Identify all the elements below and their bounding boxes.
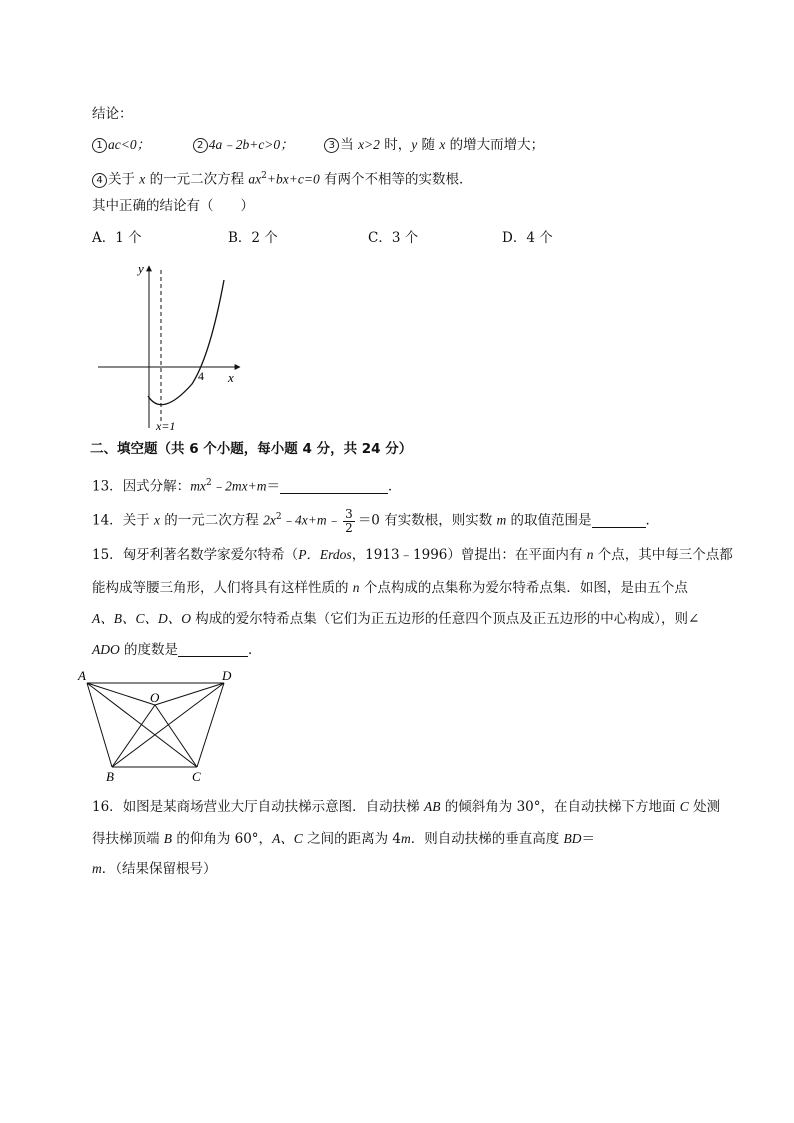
question-16-line-3	[92, 860, 217, 878]
x-axis-label: x	[228, 370, 234, 385]
y-axis-label: y	[138, 261, 144, 276]
q16-b: B	[163, 831, 173, 846]
conclusions-line-1	[92, 136, 544, 154]
conclusion-4-text-b: 的一元二次方程	[145, 171, 249, 188]
conclusions-heading: 结论：	[92, 106, 133, 122]
q13-equals: ＝	[266, 478, 281, 495]
q16-l2-text-c: 之间的距离为 4	[302, 831, 401, 847]
axis-of-symmetry-label: x=1	[156, 419, 176, 433]
pentagon-figure	[74, 666, 244, 786]
option-d[interactable]: D．4 个	[502, 230, 553, 246]
q15-name: P．Erdos	[298, 547, 352, 562]
q14-fraction-denominator: 2	[345, 520, 353, 535]
point-c-label: C	[192, 769, 201, 784]
question-15-line-2	[92, 579, 688, 597]
q15-l1-text-b: ，1913﹣1996）曾提出：在平面内有	[351, 547, 587, 563]
question-15-line-1	[92, 546, 733, 564]
q13-expression-b: ﹣2mx+m	[211, 478, 267, 494]
question-16-line-1	[92, 798, 720, 816]
q14-text-a: 关于	[122, 512, 154, 529]
q14-text-c: 有实数根，则实数	[379, 512, 497, 529]
option-c[interactable]: C．3 个	[368, 230, 419, 246]
q15-number: 15．	[92, 547, 123, 563]
segment-ab	[87, 683, 112, 767]
conclusion-3-x: x	[439, 137, 446, 152]
point-d-label: D	[222, 668, 232, 683]
q16-l2-text-e: ＝	[581, 831, 596, 847]
q13-expression-a: mx	[190, 478, 206, 494]
conclusions-line-2	[92, 167, 473, 189]
segment-co	[155, 705, 197, 767]
q14-x: x	[153, 512, 160, 528]
q15-l1-text-a: 匈牙利著名数学家爱尔特希（	[122, 547, 299, 563]
q16-l1-text-c: 处测	[688, 799, 721, 815]
q16-l1-text-a: 如图是某商场营业大厅自动扶梯示意图．自动扶梯	[122, 799, 424, 815]
question-prompt: 其中正确的结论有（ ）	[92, 198, 254, 214]
q14-end: ．	[645, 512, 660, 529]
q14-text-b: 的一元二次方程	[159, 512, 264, 529]
q15-l2-text-b: 个点构成的点集称为爱尔特希点集．如图，是由五个点	[359, 580, 688, 596]
q16-l3-text: ．（结果保留根号）	[101, 861, 217, 877]
parabola-figure	[92, 256, 252, 434]
q13-exponent: 2	[205, 478, 212, 488]
question-15-line-3	[92, 610, 699, 628]
q15-l2-n: n	[352, 580, 360, 595]
parabola-curve	[148, 280, 224, 405]
point-o-label: O	[150, 690, 160, 705]
q16-l2-text-d: ．则自动扶梯的垂直高度	[410, 831, 564, 847]
conclusion-1-expression: ac<0；	[108, 137, 151, 152]
q14-m: m	[496, 512, 507, 528]
segment-ao	[87, 683, 155, 705]
conclusion-4-text-a: 关于	[108, 171, 140, 188]
q16-l1-text-b: 的倾斜角为 30°，在自动扶梯下方地面	[440, 799, 680, 815]
q13-answer-blank[interactable]	[280, 479, 388, 494]
q16-ac: A、C	[272, 831, 303, 846]
q14-equation-c: ＝0	[357, 512, 380, 529]
q14-equation-b: ﹣4x+m﹣	[281, 512, 341, 528]
question-14	[92, 502, 659, 536]
conclusion-4-x: x	[139, 171, 146, 187]
q14-answer-blank[interactable]	[592, 513, 646, 528]
conclusion-3-condition: x>2	[358, 137, 380, 152]
q16-l2-text-a: 得扶梯顶端	[92, 831, 164, 847]
point-b-label: B	[106, 769, 114, 784]
q15-l1-text-c: 个点，其中每三个点都	[593, 547, 733, 563]
conclusion-4-text-c: 有两个不相等的实数根．	[319, 171, 473, 188]
conclusion-4-exponent: 2	[261, 171, 267, 181]
q16-unit-m-2: m	[92, 861, 102, 876]
section-2-title: 二、填空题（共 6 个小题，每小题 4 分，共 24 分）	[90, 441, 413, 457]
q14-fraction	[343, 508, 355, 535]
q13-end: ．	[388, 478, 402, 495]
q14-exponent: 2	[275, 512, 282, 522]
q13-text: 因式分解：	[122, 478, 191, 495]
segment-cd	[197, 683, 224, 767]
q15-l3-text: 构成的爱尔特希点集（它们为正五边形的任意四个顶点及正五边形的中心构成），则∠	[191, 611, 700, 627]
q14-number: 14．	[92, 512, 123, 529]
question-15-line-4	[92, 641, 262, 659]
conclusion-4-equation-b: +bx+c=0	[266, 171, 320, 187]
conclusion-3-text-d: 的增大而增大；	[445, 137, 545, 153]
conclusion-4-equation-a: ax	[248, 171, 262, 187]
q16-ab: AB	[423, 799, 441, 814]
conclusion-3-text-b: 时，	[379, 137, 412, 153]
circled-number-3: 3	[324, 138, 339, 153]
circled-number-1: 1	[92, 138, 107, 153]
question-16-line-2	[92, 830, 595, 848]
q15-l4-text: 的度数是	[119, 642, 179, 658]
q16-number: 16．	[92, 799, 123, 815]
segment-do	[155, 683, 224, 705]
conclusion-2-expression: 4a﹣2b+c>0；	[208, 137, 294, 152]
q14-equation-a: 2x	[263, 512, 276, 528]
root-label: 4	[198, 369, 204, 383]
q16-l2-text-b: 的仰角为 60°，	[172, 831, 273, 847]
segment-ac	[87, 683, 197, 767]
conclusion-3-text-c: 随	[417, 137, 440, 153]
option-b[interactable]: B．2 个	[228, 230, 278, 246]
circled-number-4: 4	[92, 173, 107, 188]
point-a-label: A	[78, 668, 86, 683]
q13-number: 13．	[92, 478, 123, 495]
q15-l2-text-a: 能构成等腰三角形，人们将具有这样性质的	[92, 580, 353, 596]
q15-answer-blank[interactable]	[178, 642, 248, 657]
q15-angle: ADO	[92, 642, 120, 657]
q16-unit-m: m	[401, 831, 411, 846]
q16-bd: BD	[563, 831, 582, 846]
q16-c: C	[679, 799, 689, 814]
option-a[interactable]: A．1 个	[92, 230, 142, 246]
q15-end: ．	[248, 642, 262, 658]
q15-l1-n: n	[586, 547, 594, 562]
q15-points: A、B、C、D、O	[92, 611, 191, 626]
question-13	[92, 474, 402, 496]
circled-number-2: 2	[193, 138, 208, 153]
segment-bo	[112, 705, 155, 767]
q14-fraction-numerator: 3	[345, 506, 353, 521]
conclusion-3-y: y	[411, 137, 418, 152]
q14-text-d: 的取值范围是	[506, 512, 592, 529]
conclusion-3-text-a: 当	[340, 137, 359, 153]
